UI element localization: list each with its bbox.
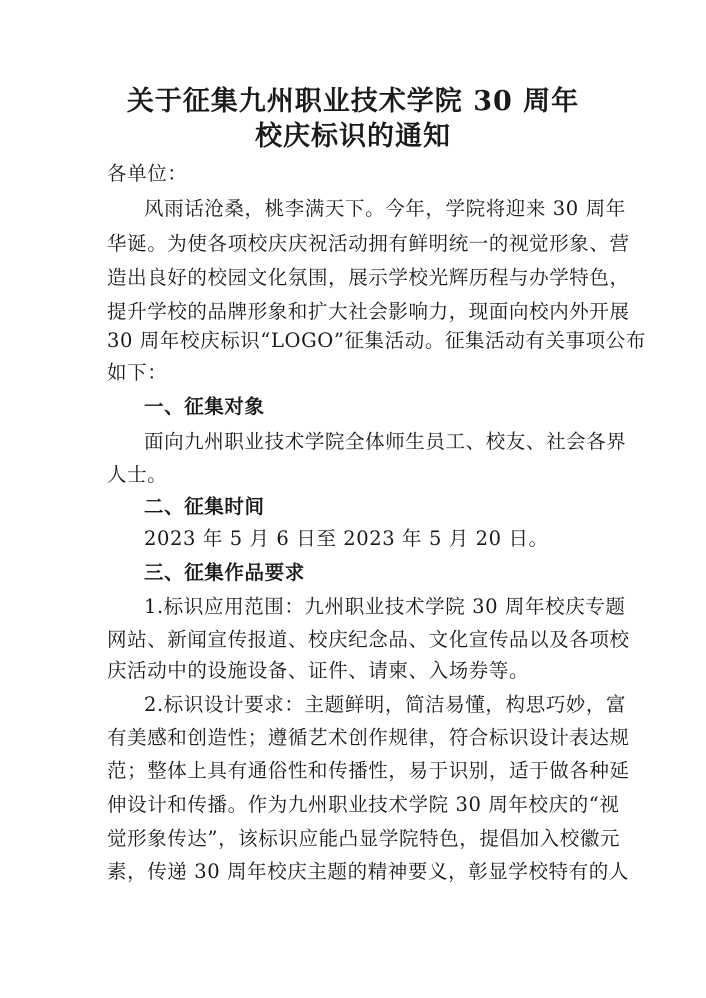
requirement-2-line: 伸设计和传播。作为九州职业技术学院 30 周年校庆的“视 [107, 793, 620, 816]
intro-line: 提升学校的品牌形象和扩大社会影响力，现面向校内外开展 [107, 300, 630, 323]
intro-line: 华诞。为使各项校庆庆祝活动拥有鲜明统一的视觉形象、营 [107, 232, 630, 255]
requirement-2-line: 范；整体上具有通俗性和传播性，易于识别，适于做各种延 [107, 759, 630, 782]
section-heading-2: 二、征集时间 [144, 495, 265, 518]
section-heading-1: 一、征集对象 [144, 395, 265, 418]
requirement-2-line: 觉形象传达”，该标识应能凸显学院特色，提倡加入校徽元 [107, 827, 621, 850]
requirement-2-line: 2.标识设计要求：主题鲜明，简洁易懂，构思巧妙，富 [144, 693, 627, 716]
requirement-1-line: 庆活动中的设施设备、证件、请柬、入场券等。 [107, 659, 530, 682]
section-2-line: 2023 年 5 月 6 日至 2023 年 5 月 20 日。 [144, 527, 549, 550]
intro-line: 造出良好的校园文化氛围，展示学校光辉历程与办学特色， [107, 266, 630, 289]
salutation: 各单位： [107, 162, 188, 185]
section-1-line: 面向九州职业技术学院全体师生员工、校友、社会各界 [144, 430, 627, 453]
requirement-2-line: 有美感和创造性；遵循艺术创作规律，符合标识设计表达规 [107, 726, 630, 749]
intro-line: 30 周年校庆标识“LOGO”征集活动。征集活动有关事项公布 [107, 329, 646, 352]
document-title-line-2: 校庆标识的通知 [255, 121, 451, 152]
intro-line: 如下： [107, 361, 168, 384]
section-heading-3: 三、征集作品要求 [144, 561, 305, 584]
requirement-2-line: 素，传递 30 周年校庆主题的精神要义，彰显学校特有的人 [107, 860, 630, 883]
document-title-line-1: 关于征集九州职业技术学院 30 周年 [126, 86, 580, 117]
requirement-1-line: 网站、新闻宣传报道、校庆纪念品、文化宣传品以及各项校 [107, 628, 630, 651]
section-1-line: 人士。 [107, 463, 168, 486]
intro-line: 风雨话沧桑，桃李满天下。今年，学院将迎来 30 周年 [144, 197, 626, 220]
requirement-1-line: 1.标识应用范围：九州职业技术学院 30 周年校庆专题 [144, 595, 626, 618]
